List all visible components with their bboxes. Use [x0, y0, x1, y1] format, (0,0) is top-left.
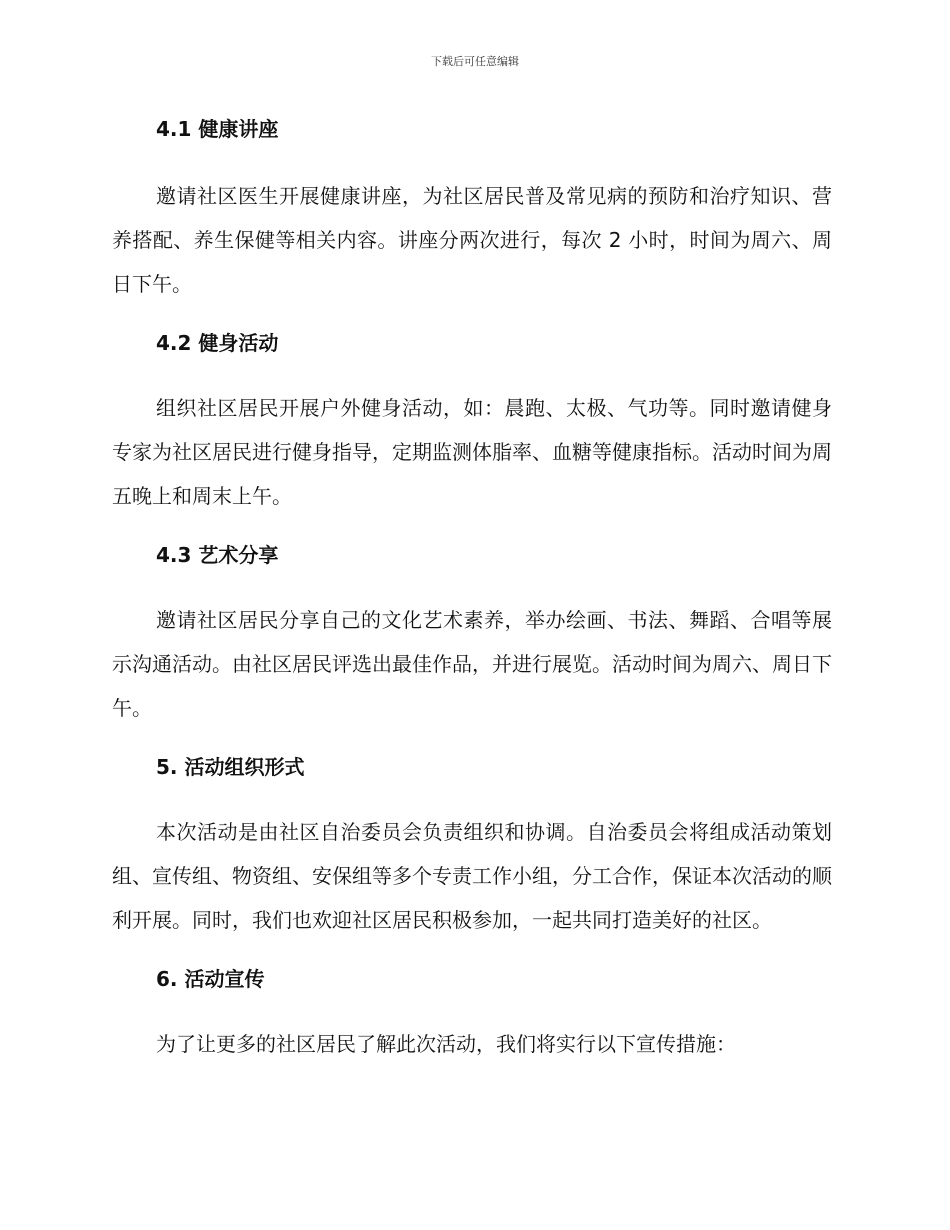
section-paragraph-fitness-activity: 组织社区居民开展户外健身活动，如：晨跑、太极、气功等。同时邀请健身专家为社区居民进行健身指导，定期监测体脂率、血糖等健康指标。活动时间为周五晚上和周末上午。	[112, 396, 832, 508]
page-header-note: 下载后可任意编辑	[431, 55, 519, 68]
section-paragraph-organization-form: 本次活动是由社区自治委员会负责组织和协调。自治委员会将组成活动策划组、宣传组、物资组、安保组等多个专责工作小组，分工合作，保证本次活动的顺利开展。同时，我们也欢迎社区居民积极参加，一起共同打造美好的社区。	[112, 820, 832, 932]
section-heading-art-sharing: 4.3 艺术分享	[156, 543, 279, 567]
section-heading-activity-promotion: 6. 活动宣传	[156, 967, 265, 991]
document-body	[112, 110, 832, 1066]
section-paragraph-health-lecture: 邀请社区医生开展健康讲座，为社区居民普及常见病的预防和治疗知识、营养搭配、养生保健等相关内容。讲座分两次进行，每次 2 小时，时间为周六、周日下午。	[112, 184, 832, 296]
section-heading-organization-form: 5. 活动组织形式	[156, 755, 305, 779]
section-heading-health-lecture: 4.1 健康讲座	[156, 117, 279, 141]
section-paragraph-art-sharing: 邀请社区居民分享自己的文化艺术素养，举办绘画、书法、舞蹈、合唱等展示沟通活动。由社区居民评选出最佳作品，并进行展览。活动时间为周六、周日下午。	[112, 608, 832, 720]
section-paragraph-activity-promotion: 为了让更多的社区居民了解此次活动，我们将实行以下宣传措施：	[156, 1032, 736, 1056]
section-heading-fitness-activity: 4.2 健身活动	[156, 331, 279, 355]
